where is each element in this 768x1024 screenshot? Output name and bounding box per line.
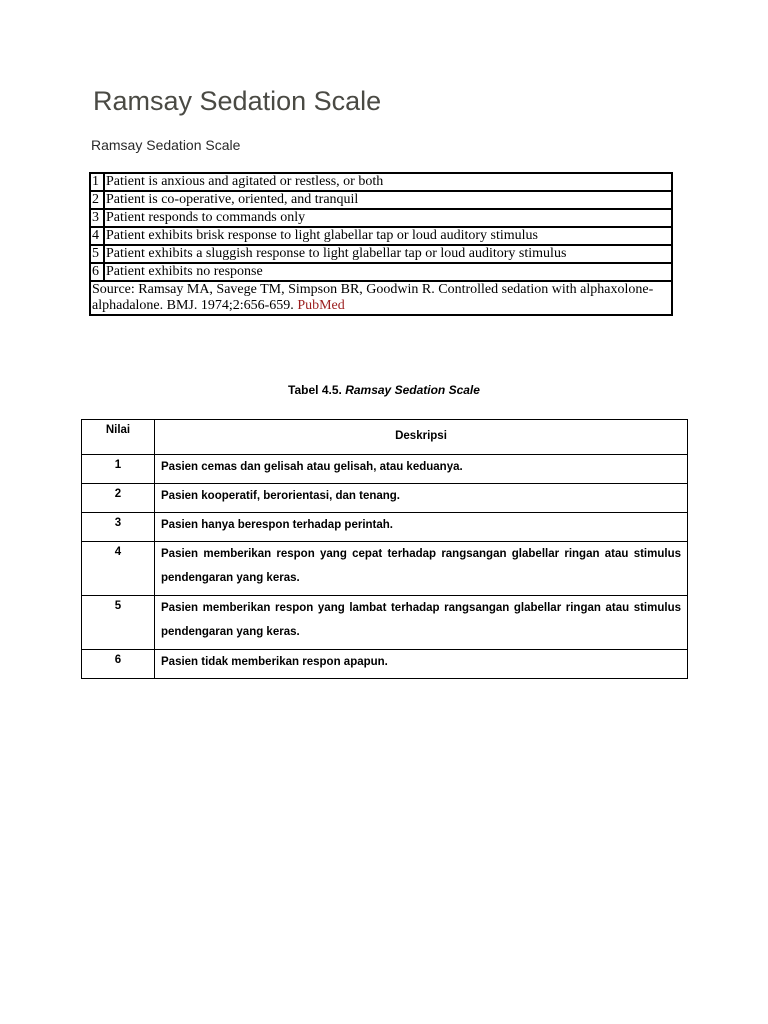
table-row [90,209,672,227]
row-description [155,484,688,513]
row-description [155,596,688,650]
source-row [90,281,672,315]
row-description-text: Pasien memberikan respon yang cepat terhadap rangsangan glabellar ringan atau stimulus pendengaran yang keras. [161,548,681,584]
table-row [82,513,688,542]
row-value: 1 [82,455,155,484]
row-description-text: Pasien cemas dan gelisah atau gelisah, atau keduanya. [161,461,463,473]
pubmed-link[interactable]: PubMed [297,298,345,313]
table-row [82,650,688,679]
row-description-text: Pasien tidak memberikan respon apapun. [161,656,388,668]
row-description [155,455,688,484]
table-header-row [82,420,688,455]
table-row [82,542,688,596]
indonesian-scale-table [81,419,688,679]
table-row [90,263,672,281]
header-description: Deskripsi [155,420,688,455]
row-number: 5 [90,245,104,263]
english-scale-table [89,172,673,316]
row-number: 3 [90,209,104,227]
row-description [155,542,688,596]
row-description-text: Pasien kooperatif, berorientasi, dan tenang. [161,490,401,502]
caption-prefix: Tabel 4.5. [288,383,342,397]
row-number: 6 [90,263,104,281]
page-subtitle: Ramsay Sedation Scale [91,137,241,153]
row-text: Patient is co-operative, oriented, and tranquil [104,191,672,209]
row-number: 4 [90,227,104,245]
table-row [82,596,688,650]
row-description-text: Pasien memberikan respon yang lambat terhadap rangsangan glabellar ringan atau stimulus pendengaran yang keras. [161,602,681,638]
table-row [90,173,672,191]
page-title: Ramsay Sedation Scale [93,86,382,116]
row-number: 1 [90,173,104,191]
table-row [82,484,688,513]
row-value: 6 [82,650,155,679]
row-description-text: Pasien hanya berespon terhadap perintah. [161,519,393,531]
row-number: 2 [90,191,104,209]
row-description [155,650,688,679]
row-description [155,513,688,542]
table-caption [0,383,768,397]
header-value: Nilai [82,420,155,455]
row-value: 2 [82,484,155,513]
row-text: Patient exhibits brisk response to light glabellar tap or loud auditory stimulus [104,227,672,245]
row-text: Patient is anxious and agitated or restless, or both [104,173,672,191]
caption-title: Ramsay Sedation Scale [345,383,480,397]
source-citation: Source: Ramsay MA, Savege TM, Simpson BR, Goodwin R. Controlled sedation with alphaxolone-alphadalone. BMJ. 1974;2:656-659. [92,282,654,313]
row-value: 3 [82,513,155,542]
row-value: 5 [82,596,155,650]
table-row [90,245,672,263]
row-value: 4 [82,542,155,596]
table-row [90,227,672,245]
table-row [82,455,688,484]
table-row [90,191,672,209]
row-text: Patient exhibits a sluggish response to light glabellar tap or loud auditory stimulus [104,245,672,263]
source-cell [90,281,672,315]
row-text: Patient responds to commands only [104,209,672,227]
row-text: Patient exhibits no response [104,263,672,281]
